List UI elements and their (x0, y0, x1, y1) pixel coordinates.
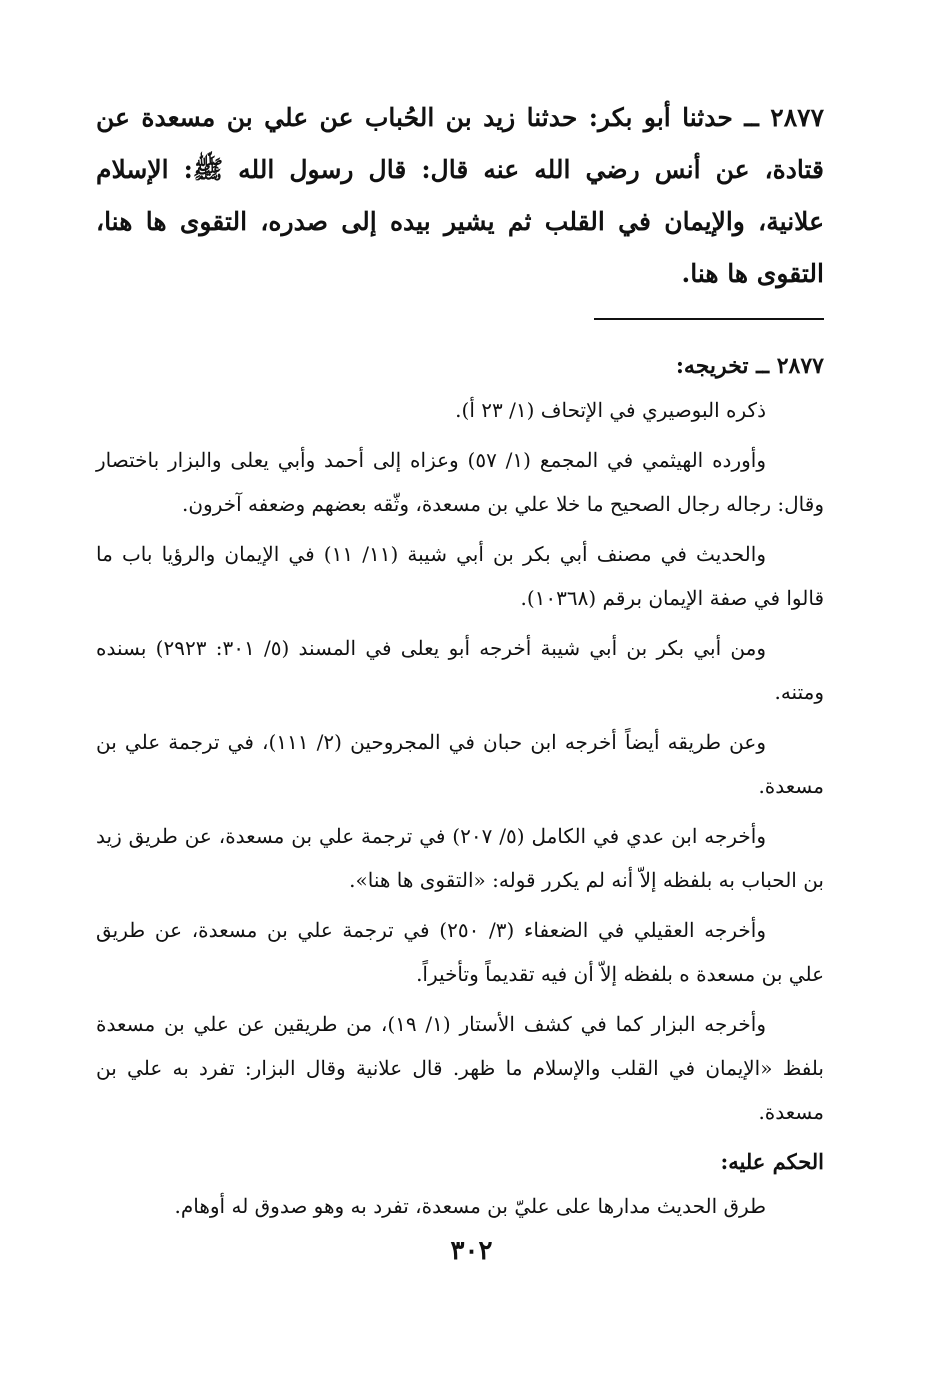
takhrij-paragraph: ذكره البوصيري في الإتحاف (١/ ٢٣ أ). (455, 398, 766, 422)
page-number: ٣٠٢ (450, 1236, 493, 1266)
takhrij-paragraph: وأخرجه ابن عدي في الكامل (٥/ ٢٠٧) في ترجمة علي بن مسعدة، عن طريق زيد بن الحباب به بلفظه إلاّ أنه لم يكرر قوله: «التقوى ها هنا». (96, 824, 824, 892)
footnote-divider (594, 318, 824, 320)
hadith-block (96, 92, 824, 300)
takhrij-section (96, 344, 824, 1228)
hukm-heading: الحكم عليه: (720, 1149, 824, 1174)
takhrij-paragraph: وأخرجه العقيلي في الضعفاء (٣/ ٢٥٠) في ترجمة علي بن مسعدة، عن طريق علي بن مسعدة ه بلفظه إلاّ أن فيه تقديماً وتأخيراً. (96, 918, 824, 986)
takhrij-paragraph: ومن أبي بكر بن أبي شيبة أخرجه أبو يعلى في المسند (٥/ ٣٠١: ٢٩٢٣) بسنده ومتنه. (96, 636, 824, 704)
hadith-text: ٢٨٧٧ ــ حدثنا أبو بكر: حدثنا زيد بن الحُباب عن علي بن مسعدة عن قتادة، عن أنس رضي الله عنه قال: قال رسول الله ﷺ: الإسلام علانية، والإيمان في القلب ثم يشير بيده إلى صدره، التقوى ها هنا، التقوى ها هنا. (96, 103, 824, 288)
takhrij-paragraph: وأخرجه البزار كما في كشف الأستار (١/ ١٩)، من طريقين عن علي بن مسعدة بلفظ «الإيمان في القلب والإسلام ما ظهر. قال علانية وقال البزار: تفرد به علي بن مسعدة. (96, 1012, 824, 1124)
takhrij-paragraph: وأورده الهيثمي في المجمع (١/ ٥٧) وعزاه إلى أحمد وأبي يعلى والبزار باختصار وقال: رجاله رجال الصحيح ما خلا علي بن مسعدة، وثّقه بعضهم وضعفه آخرون. (96, 448, 824, 516)
hukm-text: طرق الحديث مدارها على عليّ بن مسعدة، تفرد به وهو صدوق له أوهام. (174, 1194, 766, 1218)
takhrij-paragraph: وعن طريقه أيضاً أخرجه ابن حبان في المجروحين (٢/ ١١١)، في ترجمة علي بن مسعدة. (96, 730, 824, 798)
takhrij-heading: ٢٨٧٧ ــ تخريجه: (675, 353, 824, 379)
takhrij-paragraph: والحديث في مصنف أبي بكر بن أبي شيبة (١١/ ١١) في الإيمان والرؤيا باب ما قالوا في صفة الإيمان برقم (١٠٣٦٨). (96, 542, 824, 610)
